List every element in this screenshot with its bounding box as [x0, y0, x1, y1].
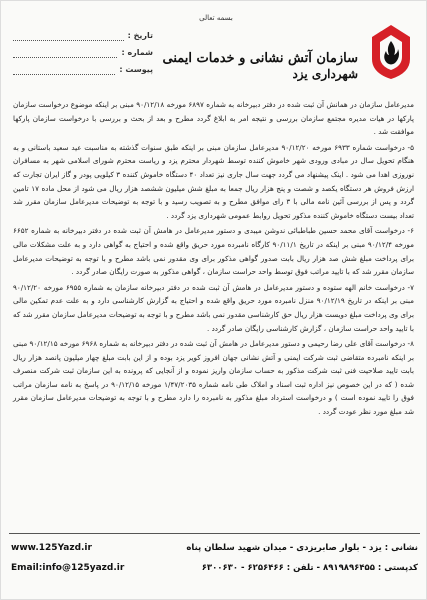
bismillah-heading: بسمه تعالی [199, 14, 233, 22]
organization-title [98, 51, 358, 81]
paragraph: ۶- درخواست آقای محمد حسین طباطبائی ندوشن میبدی و دستور مدیرعامل در هامش آن ثبت شده در دفتر دبیرخانه به شماره ۶۶۵۲ مورخه ۹۰/۱۲/۴ مبنی بر اینکه در تاریخ ۹۰/۱۱/۱ کارگاه نامبرده مورد حریق واقع شده و احتیاج به گواهی دارد و به علت مشکلات مالی برای پرداخت مبلغ شش صد هزار ریال بابت صدور گواهی مذکور برای وی مقدور نمی باشد مطرح و با توجه به توضیحات مدیرعامل سازمان مقرر شد که با تایید مراتب فوق توسط واحد حراست سازمان ، گواهی مذکور به صورت رایگان صادر گردد . [13, 226, 414, 277]
municipality-name: شهرداری یزد [292, 67, 358, 81]
email-link[interactable]: Email:info@125yazd.ir [11, 563, 125, 573]
attachment-label: پیوست : [119, 65, 153, 74]
paragraph: ۵- درخواست شماره ۶۹۳۳ مورخه ۹۰/۱۲/۲۰ مدیرعامل سازمان مبنی بر اینکه طبق سنوات گذشته به مناسبت عید سعید باستانی و به هنگام تحویل سال در مبادی ورودی شهر خاموش کننده توسط شهردار محترم یزد و ریاست محترم شورای اسلامی شهر به مسافران نوروزی اهدا می شود . اینک پیشنهاد می گردد جهت سال جاری نیز تعداد ۴۰ دستگاه خاموش کننده ۳ کیلویی پودر و گاز ایران تجارت که ارزش فروش هر دستگاه یکصد و شصت و پنج هزار ریال جمعا به مبلغ شش میلیون ششصد هزار ریال می شود از محل ماده ۱۷ تامین گردد و پس از بررسی آئین نامه مالی با ۳ رای موافق مطرح و به تصویب رسید و با توجه به توضیحات مدیرعامل سازمان مقرر شد تعداد بیست دستگاه خاموش کننده مذکور تحویل روابط عمومی شهرداری یزد گردد . [13, 142, 414, 220]
footer-contacts: کدپستی : ۸۹۱۹۸۹۶۴۵۵ - تلفن : ۶۲۵۶۴۶۶ - ۶۳۰۰۶۳۰ [201, 563, 418, 573]
paragraph: ۷- درخواست خانم الهه ستوده و دستور مدیرعامل در هامش آن ثبت شده در دفتر دبیرخانه سازمان به شماره ۶۹۵۵ مورخه ۹۰/۱۲/۲۰ مبنی بر اینکه در تاریخ ۹۰/۱۲/۱۹ منزل نامبرده مورد حریق واقع شده و احتیاج به گزارش کارشناسی دارد و به علت عدم تمکین مالی برای وی پرداخت مبلغ دویست هزار ریال حق کارشناسی مقدور نمی باشد مطرح و با توجه به توضیحات مدیرعامل سازمان مقرر شد که با تایید واحد حراست سازمان ، گزارش کارشناسی رایگان صادر گردد . [13, 282, 415, 333]
letter-body [13, 98, 414, 530]
date-label: تاریخ : [127, 31, 153, 40]
org-name: سازمان آتش نشانی و خدمات ایمنی [162, 51, 358, 66]
paragraph: ۸- درخواست آقای علی رضا رحیمی و دستور مدیرعامل در هامش آن ثبت شده در دفتر دبیرخانه به شماره ۶۹۶۸ مورخه ۹۰/۱۲/۱۵ مبنی بر اینکه نامبرده متقاضی ثبت شرکت ایمنی و آتش نشانی جهان افروز کویر یزد بوده و از این بابت مبلغ چهار میلیون پانصد هزار ریال بابت تایید صلاحیت فنی ثبت شرکت مذکور به حساب سازمان واریز نموده و از آنجایی که پرونده به این سازمان ثبت شرکت منصرف شده ( که در این خصوص نیز اداره ثبت اسناد و املاک طی نامه شماره ۱/۴۷/۲۰۳۵ مورخه ۹۰/۱۲/۱۵ در پاسخ به نامه سازمان مراتب فوق را تایید نموده است ) و درخواست استرداد مبلغ مذکور به نامبرده را دارد مطرح و با توجه به توضیحات مدیرعامل سازمان مقرر شد مبلغ مورد نظر عودت گردد . [13, 339, 414, 417]
fire-department-logo-icon [368, 23, 414, 81]
website-link[interactable]: www.125Yazd.ir [11, 543, 92, 553]
footer-address: نشانی : یزد - بلوار صابریزدی - میدان شهید سلطان پناه [186, 543, 418, 553]
letter-footer [1, 533, 427, 599]
date-row [13, 27, 153, 44]
footer-divider [9, 533, 420, 534]
number-label: شماره : [121, 48, 153, 57]
letterhead [1, 1, 427, 93]
paragraph: مدیرعامل سازمان در همانش آن ثبت شده در دفتر دبیرخانه به شماره ۶۸۹۷ مورخه ۹۰/۱۲/۱۸ مبنی بر اینکه موضوع درخواست سازمان پارکها در هیات مدیره مجتمع سازمان بررسی و نتیجه امر به ابلاغ گردد مطرح و بعد از بحث و بررسی با درخواست سازمان پارکها موافقت شد . [13, 100, 414, 137]
date-field [13, 31, 124, 41]
